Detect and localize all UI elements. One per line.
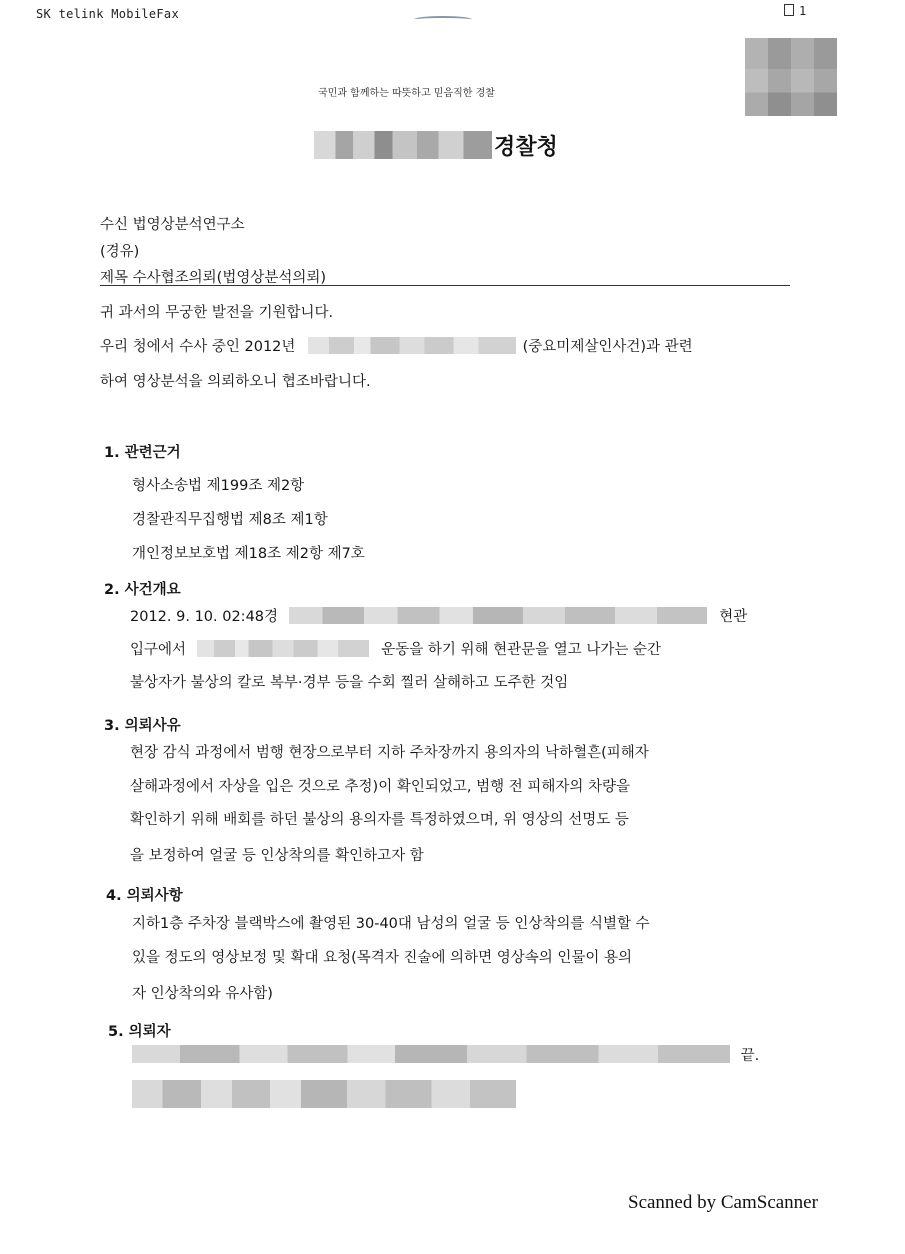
basis-item: 형사소송법 제199조 제2항 — [132, 478, 305, 494]
reason-line: 확인하기 위해 배회를 하던 불상의 용의자를 특정하였으며, 위 영상의 선명도 등 — [130, 812, 629, 828]
end-mark: 끝. — [740, 1048, 760, 1064]
fax-header: SK telink MobileFax — [36, 7, 179, 21]
redacted-location — [289, 607, 707, 624]
reason-line: 현장 감식 과정에서 범행 현장으로부터 지하 주차장까지 용의자의 낙하혈흔(피해자 — [130, 745, 649, 761]
agency-name: 경찰청 — [494, 134, 558, 160]
slogan: 국민과 함께하는 따뜻하고 믿음직한 경찰 — [318, 88, 495, 99]
overview-line-2-start: 입구에서 — [130, 642, 187, 658]
requester-line-1 — [132, 1044, 759, 1065]
section-3-title: 3. 의뢰사유 — [104, 718, 181, 734]
overview-line-3: 불상자가 불상의 칼로 복부·경부 등을 수회 찔러 살해하고 도주한 것임 — [130, 675, 569, 691]
section-2-title: 2. 사건개요 — [104, 582, 181, 598]
redacted-agency-prefix — [314, 131, 492, 159]
reason-line: 살해과정에서 자상을 입은 것으로 추정)이 확인되었고, 범행 전 피해자의 차량을 — [130, 779, 630, 795]
recipient-line: 수신 법영상분석연구소 — [100, 217, 245, 233]
overview-line-1 — [130, 605, 747, 626]
reason-line: 을 보정하여 얼굴 등 인상착의를 확인하고자 함 — [130, 848, 424, 864]
basis-item: 개인정보보호법 제18조 제2항 제7호 — [132, 546, 365, 562]
intro-line-2-start: 우리 청에서 수사 중인 2012년 — [100, 339, 296, 355]
intro-line-3: 하여 영상분석을 의뢰하오니 협조바랍니다. — [100, 374, 371, 390]
subject-divider — [100, 285, 790, 286]
section-4-title: 4. 의뢰사항 — [106, 888, 183, 904]
request-line: 있을 정도의 영상보정 및 확대 요청(목격자 진술에 의하면 영상속의 인물이 용의 — [132, 950, 632, 966]
request-line: 자 인상착의와 유사함) — [132, 986, 273, 1002]
redacted-victim — [197, 640, 369, 657]
page-icon — [784, 4, 794, 16]
page-number — [784, 4, 806, 18]
page-number-value: 1 — [799, 4, 807, 18]
redacted-case-name — [308, 337, 516, 354]
requester-line-2 — [132, 1080, 516, 1109]
overview-line-1-end: 현관 — [719, 609, 748, 625]
agency-header — [314, 130, 558, 160]
scan-mark — [414, 16, 472, 23]
section-1-title: 1. 관련근거 — [104, 445, 181, 461]
redacted-contact — [132, 1080, 516, 1108]
redacted-stamp — [745, 38, 837, 116]
via-line: (경유) — [100, 244, 140, 260]
subject-line: 제목 수사협조의뢰(법영상분석의뢰) — [100, 270, 327, 286]
intro-line-2-end: (중요미제살인사건)과 관련 — [522, 339, 693, 355]
request-line: 지하1층 주차장 블랙박스에 촬영된 30-40대 남성의 얼굴 등 인상착의를 식별할 수 — [132, 916, 650, 932]
overview-line-1-start: 2012. 9. 10. 02:48경 — [130, 609, 279, 625]
section-5-title: 5. 의뢰자 — [108, 1024, 171, 1040]
overview-line-2 — [130, 638, 661, 659]
scanner-watermark: Scanned by CamScanner — [628, 1192, 818, 1213]
intro-line-2 — [100, 335, 693, 356]
redacted-requester — [132, 1045, 730, 1063]
basis-item: 경찰관직무집행법 제8조 제1항 — [132, 512, 328, 528]
overview-line-2-end: 운동을 하기 위해 현관문을 열고 나가는 순간 — [381, 642, 662, 658]
greeting: 귀 과서의 무궁한 발전을 기원합니다. — [100, 305, 334, 321]
